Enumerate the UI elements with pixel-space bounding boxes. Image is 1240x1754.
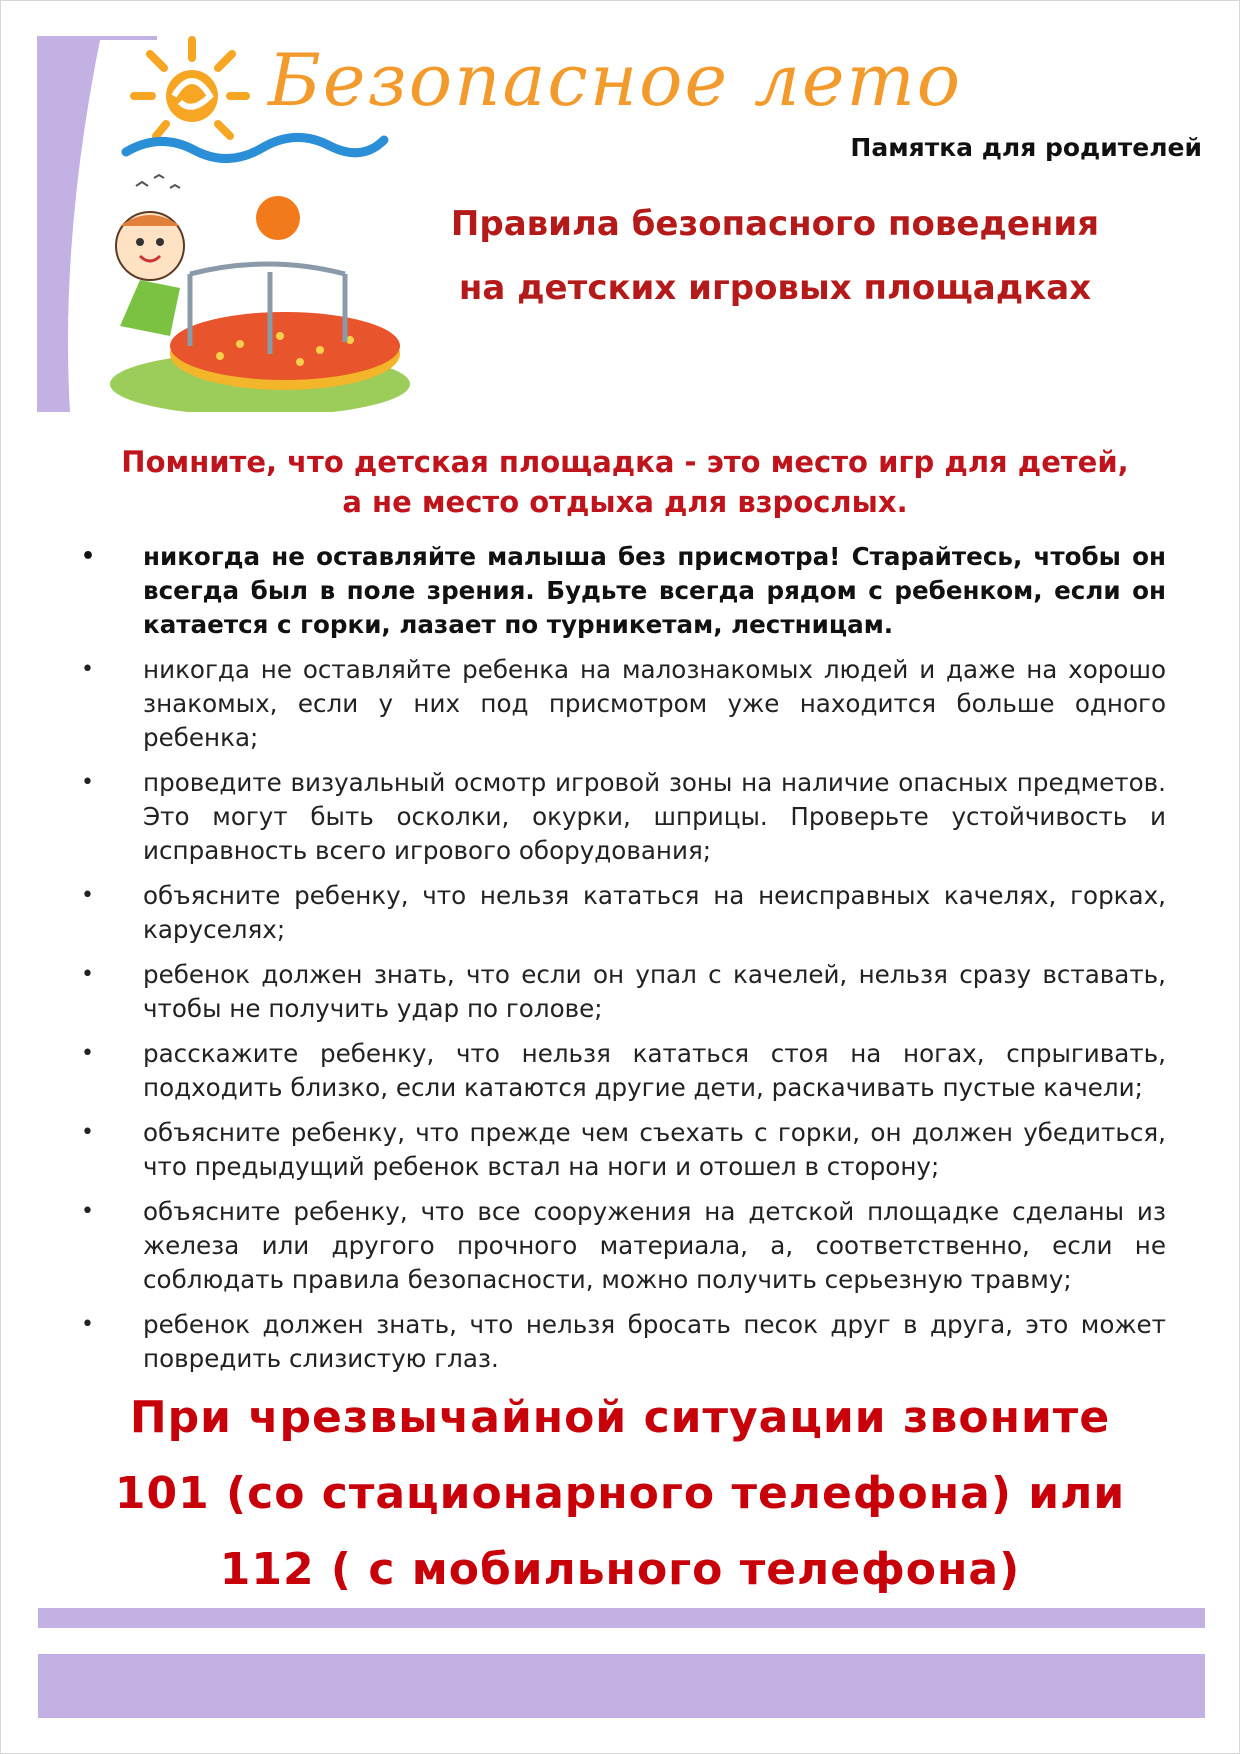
bullet-icon: •: [81, 1199, 94, 1224]
list-item: [76, 540, 1166, 642]
brand-title: Безопасное лето: [268, 38, 963, 122]
footer-band-thin: [38, 1608, 1205, 1628]
memo-subtitle: Памятка для родителей: [850, 133, 1202, 162]
rule-text: ребенок должен знать, что нельзя бросать песок друг в друга, это может повредить слизистую глаз.: [143, 1310, 1166, 1373]
emergency-line-3: 112 ( с мобильного телефона): [219, 1544, 1021, 1595]
sun-logo-icon: [134, 40, 246, 136]
bullet-icon: •: [81, 770, 94, 795]
bullet-icon: •: [81, 1312, 94, 1337]
bullet-icon: •: [81, 883, 94, 908]
list-item: [76, 653, 1166, 755]
list-item: [76, 1037, 1166, 1105]
rule-text: объясните ребенку, что нельзя кататься на неисправных качелях, горках, каруселях;: [143, 881, 1166, 944]
bullet-icon: •: [81, 657, 94, 682]
rule-text: объясните ребенку, что прежде чем съехать с горки, он должен убедиться, что предыдущий ребенок встал на ноги и отошел в сторону;: [143, 1118, 1166, 1181]
child-carousel-illustration: [110, 175, 410, 412]
list-item: [76, 766, 1166, 868]
list-item: [76, 1116, 1166, 1184]
bullet-icon: •: [81, 544, 96, 569]
emergency-line-2: 101 (со стационарного телефона) или: [114, 1468, 1126, 1519]
rule-text: никогда не оставляйте ребенка на малознакомых людей и даже на хорошо знакомых, если у них под присмотром уже находится больше одного ребенка;: [143, 655, 1166, 752]
footer-band-wide: [38, 1654, 1205, 1718]
rule-text: объясните ребенку, что все сооружения на детской площадке сделаны из железа или другого прочного материала, а, соответственно, если не соблюдать правила безопасности, можно получить серьезную травму;: [143, 1197, 1166, 1294]
rule-text: проведите визуальный осмотр игровой зоны на наличие опасных предметов. Это могут быть осколки, окурки, шприцы. Проверьте устойчивость и исправность всего игрового оборудования;: [143, 768, 1166, 865]
bullet-icon: •: [81, 962, 94, 987]
main-heading-line-1: Правила безопасного поведения: [450, 204, 1100, 244]
rule-text: ребенок должен знать, что если он упал с качелей, нельзя сразу вставать, чтобы не получить удар по голове;: [143, 960, 1166, 1023]
reminder-line-2: а не место отдыха для взрослых.: [342, 485, 908, 519]
rules-list: [76, 540, 1166, 1387]
emergency-line-1: При чрезвычайной ситуации звоните: [129, 1392, 1111, 1443]
rule-text: никогда не оставляйте малыша без присмотра! Старайтесь, чтобы он всегда был в поле зрения. Будьте всегда рядом с ребенком, если он катается с горки, лазает по турникетам, лестницам.: [143, 542, 1166, 639]
bullet-icon: •: [81, 1120, 94, 1145]
rule-text: расскажите ребенку, что нельзя кататься стоя на ногах, спрыгивать, подходить близко, если катаются другие дети, раскачивать пустые качели;: [143, 1039, 1166, 1102]
list-item: [76, 1195, 1166, 1297]
reminder-line-1: Помните, что детская площадка - это место игр для детей,: [121, 445, 1129, 479]
main-heading-line-2: на детских игровых площадках: [458, 268, 1092, 308]
wave-icon: [126, 137, 384, 158]
bullet-icon: •: [81, 1041, 94, 1066]
list-item: [76, 1308, 1166, 1376]
list-item: [76, 879, 1166, 947]
list-item: [76, 958, 1166, 1026]
